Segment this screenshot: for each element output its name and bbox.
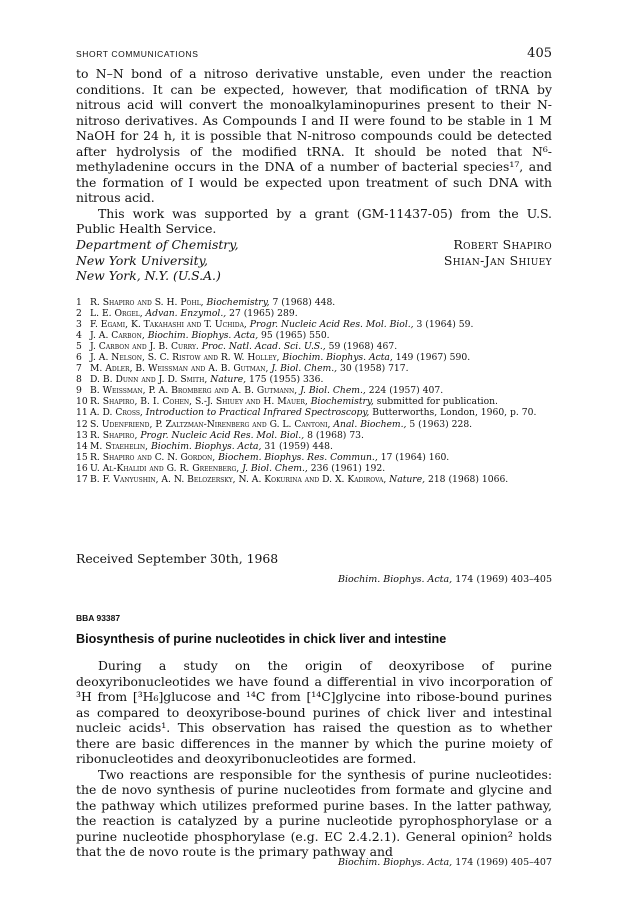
affiliation-line: New York, N.Y. (U.S.A.) xyxy=(76,268,221,283)
reference-details: 95 (1965) 550. xyxy=(261,330,330,342)
reference-item xyxy=(76,374,552,385)
reference-number: 9 xyxy=(76,385,82,397)
reference-text xyxy=(90,308,552,319)
reference-journal: Progr. Nucleic Acid Res. Mol. Biol., xyxy=(140,429,305,441)
citation-details: 174 (1969) 403–405 xyxy=(455,574,552,585)
reference-number: 3 xyxy=(76,319,82,331)
reference-journal: Introduction to Practical Infrared Spectroscopy, xyxy=(145,407,370,419)
reference-text xyxy=(90,474,552,485)
reference-item xyxy=(76,419,552,430)
reference-details: submitted for publication. xyxy=(376,396,498,408)
reference-details: 218 (1968) 1066. xyxy=(427,473,509,485)
reference-details: 31 (1959) 448. xyxy=(264,440,333,452)
reference-details: 7 (1968) 448. xyxy=(272,297,336,308)
reference-details: 17 (1964) 160. xyxy=(380,451,450,463)
reference-text xyxy=(90,441,552,452)
reference-journal: Advan. Enzymol., xyxy=(145,308,227,320)
continued-text xyxy=(76,66,552,237)
reference-details: Butterworths, London, 1960, p. 70. xyxy=(372,407,537,419)
reference-authors: B. F. Vanyushin, A. N. Belozersky, N. A. Kokurina and D. X. Kadirova, xyxy=(90,473,387,485)
acknowledgement-paragraph: This work was supported by a grant (GM-11437-05) from the U.S. Public Health Service. xyxy=(76,205,552,236)
article-paragraph: Two reactions are responsible for the synthesis of purine nucleotides: the de novo synthesis of purine nucleotides from formate and glycine and the pathway which utilizes preformed purine bases. In the latter pathway, the reaction is catalyzed by a purine nucleotide pyrophosphorylase or a purine nucleotide phosphorylase (e.g. EC 2.4.2.1). General opinion² holds that the de novo route is the primary pathway and xyxy=(76,766,552,859)
reference-item xyxy=(76,330,552,341)
reference-authors: U. Al-Khalidi and G. R. Greenberg, xyxy=(90,462,240,474)
page-number: 405 xyxy=(527,46,552,61)
reference-journal: Biochim. Biophys. Acta, xyxy=(151,440,262,452)
reference-details: 149 (1967) 590. xyxy=(395,352,471,364)
reference-number: 14 xyxy=(76,440,88,452)
reference-number: 8 xyxy=(76,374,82,386)
reference-number: 6 xyxy=(76,352,82,364)
reference-authors: J. Carbon and J. B. Curry. xyxy=(90,341,199,353)
reference-text xyxy=(90,363,552,374)
reference-text xyxy=(90,319,552,330)
reference-journal: Nature, xyxy=(210,374,247,386)
reference-authors: R. Shapiro, B. I. Cohen, S.-J. Shiuey and H. Mauer, xyxy=(90,396,308,408)
reference-number: 11 xyxy=(76,407,88,419)
continued-paragraph: to N–N bond of a nitroso derivative unstable, even under the reaction conditions. It can be expected, however, that modification of tRNA by nitrous acid will convert the monoalkylaminopurines present to their N-nitroso derivatives. As Compounds I and II were found to be stable in 1 M NaOH for 24 h, it is possible that N-nitroso compounds could be detected after hydrolysis of the modified tRNA. It should be noted that N⁶-methyladenine occurs in the DNA of a number of bacterial species¹⁷, and the formation of I would be expected upon treatment of such DNA with nitrous acid. xyxy=(76,66,552,205)
reference-journal: Biochim. Biophys. Acta, xyxy=(147,330,259,342)
reference-details: 175 (1955) 336. xyxy=(249,374,324,386)
reference-authors: S. Udenfriend, P. Zaltzman-Nirenberg and G. L. Cantoni, xyxy=(90,418,331,430)
affiliation-line: New York University, xyxy=(76,252,208,268)
reference-number: 13 xyxy=(76,429,88,441)
reference-item xyxy=(76,308,552,319)
reference-number: 5 xyxy=(76,341,82,353)
reference-journal: J. Biol. Chem., xyxy=(242,462,308,474)
reference-journal: Progr. Nucleic Acid Res. Mol. Biol., xyxy=(249,319,414,331)
reference-item xyxy=(76,319,552,330)
reference-item xyxy=(76,396,552,407)
section-title: SHORT COMMUNICATIONS xyxy=(76,49,199,59)
reference-number: 17 xyxy=(76,473,88,485)
reference-item xyxy=(76,297,552,308)
reference-text xyxy=(90,374,552,385)
reference-journal: Biochemistry, xyxy=(206,297,270,308)
reference-details: 59 (1968) 467. xyxy=(328,341,398,353)
reference-item xyxy=(76,352,552,363)
reference-authors: R. Shapiro and S. H. Pohl, xyxy=(90,297,204,308)
reference-number: 15 xyxy=(76,451,88,463)
reference-text xyxy=(90,430,552,441)
reference-authors: J. A. Carbon, xyxy=(90,330,145,342)
reference-text xyxy=(90,297,552,308)
reference-text xyxy=(90,407,552,418)
reference-item xyxy=(76,441,552,452)
running-head xyxy=(76,46,552,62)
citation-journal: Biochim. Biophys. Acta, xyxy=(338,574,453,585)
reference-details: 8 (1968) 73. xyxy=(307,429,364,441)
reference-journal: Anal. Biochem., xyxy=(333,418,407,430)
reference-number: 10 xyxy=(76,396,88,408)
reference-details: 3 (1964) 59. xyxy=(416,319,474,331)
reference-item xyxy=(76,363,552,374)
author-name: Shian-Jan Shiuey xyxy=(443,252,552,268)
received-date: Received September 30th, 1968 xyxy=(76,551,279,566)
reference-authors: F. Egami, K. Takahashi and T. Uchida, xyxy=(90,319,247,331)
article-title: Biosynthesis of purine nucleotides in chick liver and intestine xyxy=(76,632,447,646)
reference-text xyxy=(90,419,552,430)
reference-authors: B. Weissman, P. A. Bromberg and A. B. Gutmann, xyxy=(90,385,298,397)
reference-journal: Biochem. Biophys. Res. Commun., xyxy=(218,451,378,463)
reference-details: 27 (1965) 289. xyxy=(229,308,298,320)
reference-authors: A. D. Cross, xyxy=(90,407,143,419)
reference-number: 7 xyxy=(76,363,82,375)
journal-citation-bottom xyxy=(338,857,552,868)
reference-number: 2 xyxy=(76,308,82,320)
journal-citation-top xyxy=(338,574,552,585)
reference-journal: J. Biol. Chem., xyxy=(271,363,338,375)
reference-item xyxy=(76,463,552,474)
reference-item xyxy=(76,430,552,441)
author-name: Robert Shapiro xyxy=(453,237,552,252)
reference-item xyxy=(76,474,552,485)
reference-authors: R. Shapiro, xyxy=(90,429,138,441)
reference-authors: J. A. Nelson, S. C. Ristow and R. W. Holley, xyxy=(90,352,280,364)
reference-item xyxy=(76,385,552,396)
reference-journal: Proc. Natl. Acad. Sci. U.S., xyxy=(201,341,326,353)
reference-text xyxy=(90,396,552,407)
reference-authors: D. B. Dunn and J. D. Smith, xyxy=(90,374,208,386)
reference-details: 236 (1961) 192. xyxy=(310,462,386,474)
reference-list xyxy=(76,297,552,485)
reference-text xyxy=(90,330,552,341)
reference-details: 224 (1957) 407. xyxy=(368,385,444,397)
reference-item xyxy=(76,341,552,352)
reference-text xyxy=(90,452,552,463)
reference-text xyxy=(90,341,552,352)
reference-authors: M. Adler, B. Weissman and A. B. Gutman, xyxy=(90,363,269,375)
reference-journal: Nature, xyxy=(389,473,426,485)
reference-item xyxy=(76,407,552,418)
reference-details: 5 (1963) 228. xyxy=(409,418,473,430)
reference-text xyxy=(90,385,552,396)
reference-details: 30 (1958) 717. xyxy=(340,363,409,375)
article-id: BBA 93387 xyxy=(76,613,121,623)
citation-journal: Biochim. Biophys. Acta, xyxy=(338,857,453,868)
reference-journal: Biochim. Biophys. Acta, xyxy=(282,352,393,364)
citation-details: 174 (1969) 405–407 xyxy=(455,857,552,868)
reference-number: 4 xyxy=(76,330,82,342)
reference-authors: M. Staehelin, xyxy=(90,440,149,452)
reference-number: 12 xyxy=(76,418,88,430)
reference-journal: J. Biol. Chem., xyxy=(300,385,366,397)
reference-text xyxy=(90,463,552,474)
reference-item xyxy=(76,452,552,463)
reference-authors: L. E. Orgel, xyxy=(90,308,143,320)
article-text xyxy=(76,658,552,860)
reference-journal: Biochemistry, xyxy=(310,396,374,408)
reference-number: 1 xyxy=(76,297,82,308)
affiliation-block xyxy=(76,237,552,284)
reference-authors: R. Shapiro and C. N. Gordon, xyxy=(90,451,216,463)
article-paragraph: During a study on the origin of deoxyribose of purine deoxyribonucleotides we have found a differential in vivo incorporation of ³H from [³H₆]glucose and ¹⁴C from [¹⁴C]glycine into ribose-bound purines as compared to deoxyribose-bound purines of chick liver and intestinal nucleic acids¹. This observation has raised the question as to whether there are basic differences in the manner by which the purine moiety of ribonucleotides and deoxyribonucleotides are formed. xyxy=(76,658,552,766)
reference-number: 16 xyxy=(76,462,88,474)
affiliation-line: Department of Chemistry, xyxy=(76,237,239,252)
reference-text xyxy=(90,352,552,363)
